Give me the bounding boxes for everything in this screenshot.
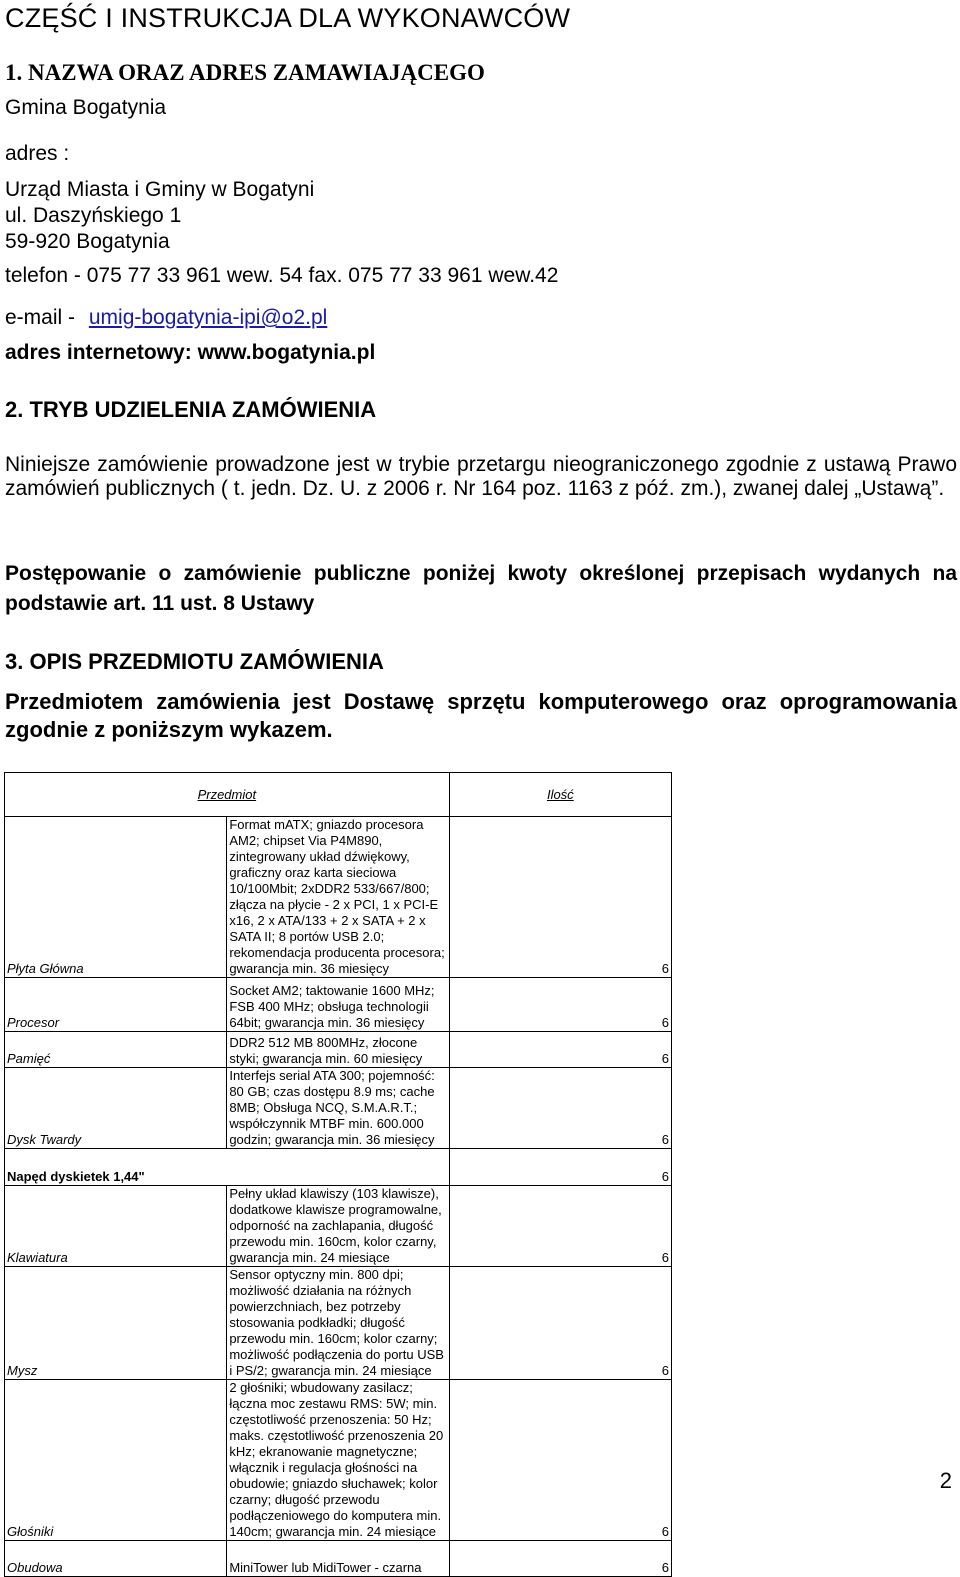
table-row <box>5 1380 672 1541</box>
org-name: Gmina Bogatynia <box>5 96 167 119</box>
row-desc: 2 głośniki; wbudowany zasilacz; łączna moc zestawu RMS: 5W; min. częstotliwość przenoszenia: 50 Hz; maks. częstotliwość przenoszenia 20 kHz; ekranowanie magnetyczne; włącznik i regulacja głośności na obudowie; gniazdo słuchawek; kolor czarny; długość przewodu podłączeniowego do komputera min. 140cm; gwarancja min. 24 miesiące <box>227 1380 449 1541</box>
email-label: e-mail - <box>5 306 76 329</box>
page-number: 2 <box>939 1468 952 1493</box>
row-name: Pamięć <box>5 1032 227 1068</box>
address-line: ul. Daszyńskiego 1 <box>5 204 182 227</box>
row-qty: 6 <box>449 1267 671 1380</box>
table-row <box>5 817 672 978</box>
row-name: Procesor <box>5 978 227 1032</box>
row-name: Głośniki <box>5 1380 227 1541</box>
header-ilosc: Ilość <box>449 773 671 817</box>
section2-text: Niniejsze zamówienie prowadzone jest w trybie przetargu nieograniczonego zgodnie z ustawą Prawo zamówień publicznych ( t. jedn. Dz. U. z 2006 r. Nr 164 poz. 1163 z póź. zm.), zwanej dalej „Ustawą”. <box>5 453 957 500</box>
web-address[interactable]: www.bogatynia.pl <box>197 341 376 364</box>
row-qty: 6 <box>449 1149 671 1186</box>
header-przedmiot: Przedmiot <box>5 773 450 817</box>
row-qty: 6 <box>449 1186 671 1267</box>
row-name: Płyta Główna <box>5 817 227 978</box>
section2-bold-text: Postępowanie o zamówienie publiczne poniżej kwoty określonej przepisach wydanych na podstawie art. 11 ust. 8 Ustawy <box>5 562 957 615</box>
address-line: Urząd Miasta i Gminy w Bogatyni <box>5 178 315 201</box>
row-desc: Pełny układ klawiszy (103 klawisze), dodatkowe klawisze programowalne, odporność na zachlapania, długość przewodu min. 160cm, kolor czarny, gwarancja min. 24 miesiące <box>227 1186 449 1267</box>
address-line: 59-920 Bogatynia <box>5 230 170 253</box>
row-name: Mysz <box>5 1267 227 1380</box>
row-qty: 6 <box>449 817 671 978</box>
table-row <box>5 1186 672 1267</box>
row-name: Obudowa <box>5 1541 227 1577</box>
section1-heading: 1. NAZWA ORAZ ADRES ZAMAWIAJĄCEGO <box>5 60 485 85</box>
section3-heading: 3. OPIS PRZEDMIOTU ZAMÓWIENIA <box>5 649 384 674</box>
table-row <box>5 1149 672 1186</box>
table-row <box>5 1068 672 1149</box>
row-qty: 6 <box>449 1380 671 1541</box>
web-label: adres internetowy: <box>5 341 192 364</box>
row-desc: MiniTower lub MidiTower - czarna <box>227 1541 449 1577</box>
row-name: Napęd dyskietek 1,44" <box>5 1149 450 1186</box>
row-desc: Sensor optyczny min. 800 dpi; możliwość działania na różnych powierzchniach, bez potrzeby stosowania podkładki; długość przewodu min. 160cm; kolor czarny; możliwość podłączenia do portu USB i PS/2; gwarancja min. 24 miesiące <box>227 1267 449 1380</box>
section2-heading: 2. TRYB UDZIELENIA ZAMÓWIENIA <box>5 397 377 422</box>
table-row <box>5 1032 672 1068</box>
page-title: CZĘŚĆ I INSTRUKCJA DLA WYKONAWCÓW <box>5 3 571 33</box>
row-desc: Format mATX; gniazdo procesora AM2; chipset Via P4M890, zintegrowany układ dźwiękowy, graficzny oraz karta sieciowa 10/100Mbit; 2xDDR2 533/667/800; złącza na płycie - 2 x PCI, 1 x PCI-E x16, 2 x ATA/133 + 2 x SATA + 2 x SATA II; 8 portów USB 2.0; rekomendacja producenta procesora; gwarancja min. 36 miesięcy <box>227 817 449 978</box>
table-row <box>5 978 672 1032</box>
row-qty: 6 <box>449 1032 671 1068</box>
address-label: adres : <box>5 142 70 165</box>
row-name: Dysk Twardy <box>5 1068 227 1149</box>
table-header-row <box>5 773 672 817</box>
row-desc: DDR2 512 MB 800MHz, złocone styki; gwarancja min. 60 miesięcy <box>227 1032 449 1068</box>
table-row <box>5 1541 672 1577</box>
row-qty: 6 <box>449 978 671 1032</box>
row-desc: Socket AM2; taktowanie 1600 MHz; FSB 400 MHz; obsługa technologii 64bit; gwarancja min. 36 miesięcy <box>227 978 449 1032</box>
row-desc: Interfejs serial ATA 300; pojemność: 80 GB; czas dostępu 8.9 ms; cache 8MB; Obsługa NCQ, S.M.A.R.T.; współczynnik MTBF min. 600.000 godzin; gwarancja min. 36 miesięcy <box>227 1068 449 1149</box>
web-line <box>5 341 375 365</box>
row-qty: 6 <box>449 1068 671 1149</box>
phone-line: telefon - 075 77 33 961 wew. 54 fax. 075 77 33 961 wew.42 <box>5 264 559 287</box>
email-link[interactable]: umig-bogatynia-ipi@o2.pl <box>88 306 328 329</box>
email-line <box>5 306 327 330</box>
items-table <box>4 772 672 1577</box>
row-name: Klawiatura <box>5 1186 227 1267</box>
row-qty: 6 <box>449 1541 671 1577</box>
section3-text: Przedmiotem zamówienia jest Dostawę sprzętu komputerowego oraz oprogramowania zgodnie z poniższym wykazem. <box>5 689 957 742</box>
table-row <box>5 1267 672 1380</box>
